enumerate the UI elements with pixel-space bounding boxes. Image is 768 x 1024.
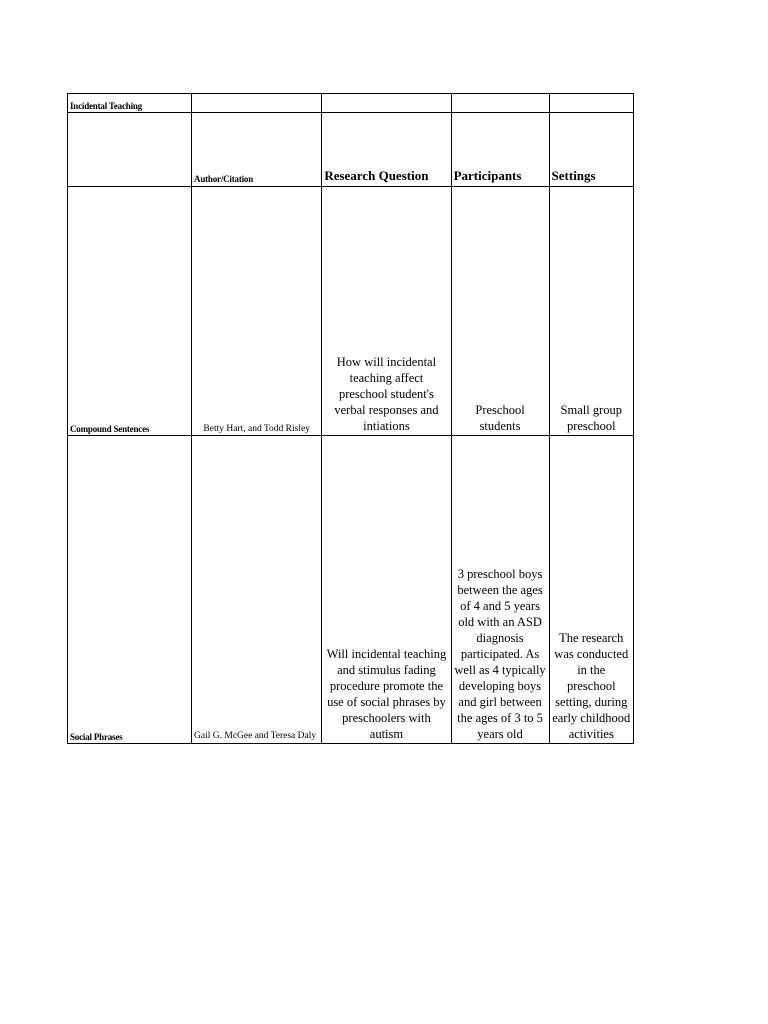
row-author: Gail G. McGee and Teresa Daly [192,436,322,744]
table-row [68,187,634,436]
row-author: Betty Hart, and Todd Risley [192,187,322,436]
row-settings: Small group preschool [549,187,633,436]
row-participants: Preschool students [451,187,549,436]
empty-cell [451,94,549,113]
empty-cell [192,94,322,113]
table-row [68,436,634,744]
row-participants: 3 preschool boys between the ages of 4 and 5 years old with an ASD diagnosis participated. As well as 4 typically developing boys and girl between the ages of 3 to 5 years old [451,436,549,744]
header-settings: Settings [549,113,633,187]
row-research-question: How will incidental teaching affect preschool student's verbal responses and intiations [322,187,451,436]
header-participants: Participants [451,113,549,187]
row-settings: The research was conducted in the preschool setting, during early childhood activities [549,436,633,744]
table-title: Incidental Teaching [68,94,192,113]
row-label: Compound Sentences [68,187,192,436]
table-title-row [68,94,634,113]
row-label: Social Phrases [68,436,192,744]
research-table [67,93,634,744]
header-research-question: Research Question [322,113,451,187]
empty-cell [322,94,451,113]
empty-cell [549,94,633,113]
row-research-question: Will incidental teaching and stimulus fading procedure promote the use of social phrases by preschoolers with autism [322,436,451,744]
header-row [68,113,634,187]
empty-cell [68,113,192,187]
header-author: Author/Citation [192,113,322,187]
